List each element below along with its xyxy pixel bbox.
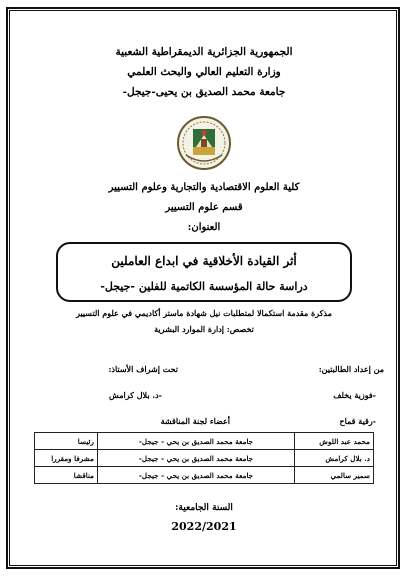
thesis-title-box [56,242,352,302]
republic-name: الجمهورية الجزائرية الديمقراطية الشعبية [115,46,293,58]
jury-member-role: رئيسا [35,433,98,450]
supervisor-name: -د. بلال كرامش [109,390,162,400]
table-row [35,467,374,484]
specialty: تخصص: إدارة الموارد البشرية [154,324,254,334]
academic-year: 2022/2021 [171,520,237,533]
jury-member-university: جامعة محمد الصديق بن يحي - جيجل- [98,450,295,467]
faculty-name: كلية العلوم الاقتصادية والتجارية وعلوم التسيير [108,182,300,193]
jury-member-role: مناقشا [35,467,98,484]
thesis-title-case-study: دراسة حالة المؤسسة الكاتمية للفلين -جيجل- [100,280,308,293]
jury-member-name: د. بلال كرامش [295,450,374,467]
jury-member-university: جامعة محمد الصديق بن يحي - جيجل- [98,433,295,450]
thesis-title-main: أثر القيادة الأخلاقية في ابداع العاملين [111,254,297,268]
memo-description: مذكرة مقدمة استكمالا لمتطلبات نيل شهادة ماستر أكاديمي في علوم التسيير [76,308,332,318]
jury-member-role: مشرفا ومقررا [35,450,98,467]
table-row [35,433,374,450]
student-1: -فوزية يخلف [333,390,376,400]
department-name: قسم علوم التسيير [165,202,243,213]
jury-member-name: سمير سالمي [295,467,374,484]
table-row [35,450,374,467]
jury-table [34,432,374,484]
supervisor-label: تحت إشراف الأستاذ: [108,364,178,374]
university-crest-icon [176,115,232,171]
title-label: العنوان: [187,222,221,233]
ministry-name: وزارة التعليم العالي والبحث العلمي [127,66,281,78]
student-2: -رقية قماح [339,416,376,426]
prepared-by-label: من إعداد الطالبتين: [318,364,384,374]
jury-label: أعضاء لجنة المناقشة [160,416,230,426]
jury-member-name: محمد عبد اللوش [295,433,374,450]
jury-member-university: جامعة محمد الصديق بن يحي - جيجل- [98,467,295,484]
academic-year-label: السنة الجامعية: [175,503,233,513]
university-name: جامعة محمد الصديق بن يحيى-جيجل- [122,86,286,98]
